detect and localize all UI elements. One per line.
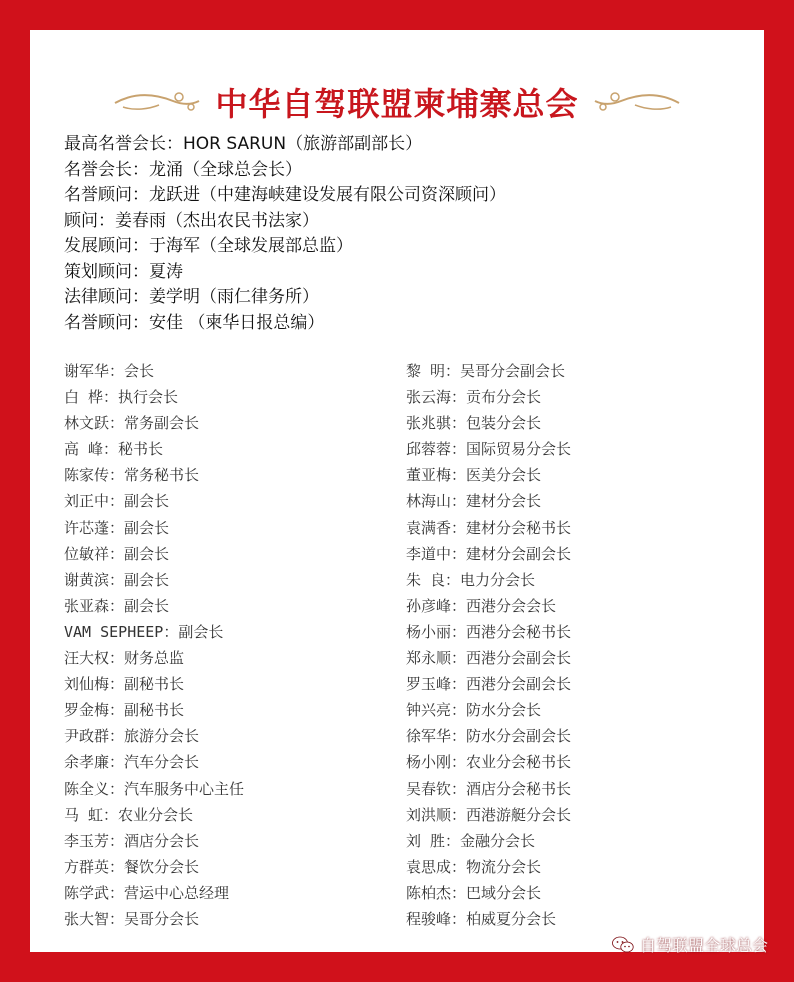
leader-line: 最高名誉会长：HOR SARUN（旅游部副部长） [64, 134, 423, 154]
leader-line: 策划顾问：夏涛 [64, 261, 183, 282]
member-item: 陈全义：汽车服务中心主任 [64, 779, 245, 798]
member-item: 谢军华：会长 [64, 362, 155, 380]
member-item: 白 桦：执行会长 [64, 388, 179, 407]
page-title: 中华自驾联盟柬埔寨总会 [215, 85, 579, 123]
leader-line: 顾问：姜春雨（杰出农民书法家） [64, 210, 319, 231]
member-item: 张兆骐：包装分会长 [406, 414, 542, 433]
leader-line: 名誉会长：龙涌（全球总会长） [64, 159, 302, 180]
member-item: 朱 良：电力分会长 [406, 570, 536, 589]
member-item: 刘正中：副会长 [64, 492, 170, 511]
member-item: 刘 胜：金融分会长 [406, 831, 536, 850]
member-item: 程骏峰：柏威夏分会长 [406, 909, 557, 928]
left-ornament-icon [113, 89, 201, 115]
member-item: 董亚梅：医美分会长 [406, 466, 542, 485]
member-item: 杨小丽：西港分会秘书长 [406, 622, 572, 641]
member-item: 林文跃：常务副会长 [64, 414, 200, 433]
leader-line: 发展顾问：于海军（全球发展部总监） [64, 236, 353, 256]
leader-line: 名誉顾问：龙跃进（中建海峡建设发展有限公司资深顾问） [64, 185, 506, 205]
member-item: 尹政群：旅游分会长 [64, 727, 200, 746]
member-item: 杨小刚：农业分会秘书长 [406, 753, 572, 772]
member-item: 刘仙梅：副秘书长 [64, 675, 185, 694]
member-item: 罗金梅：副秘书长 [64, 701, 185, 720]
member-item: 张大智：吴哥分会长 [64, 909, 200, 928]
member-item: 马 虹：农业分会长 [64, 805, 194, 824]
member-item: 袁思成：物流分会长 [406, 857, 542, 876]
leader-line: 名誉顾问：安佳 （柬华日报总编） [64, 312, 325, 333]
member-item: 徐军华：防水分会副会长 [406, 727, 572, 746]
member-item: 李玉芳：酒店分会长 [64, 831, 200, 850]
wechat-icon [612, 936, 634, 954]
member-item: 黎 明：吴哥分会副会长 [406, 362, 566, 380]
member-item: 张亚森：副会长 [64, 596, 170, 615]
member-item: VAM SEPHEEP：副会长 [64, 622, 224, 641]
member-item: 孙彦峰：西港分会会长 [406, 596, 557, 615]
member-item: 陈学武：营运中心总经理 [64, 883, 230, 902]
member-item: 高 峰：秘书长 [64, 440, 164, 459]
members-right-column [406, 358, 571, 932]
member-item: 陈柏杰：巴域分会长 [406, 883, 542, 902]
leaders-list [64, 132, 506, 336]
watermark [612, 933, 768, 956]
member-item: 袁满香：建材分会秘书长 [406, 518, 572, 537]
leader-line: 法律顾问：姜学明（雨仁律务所） [64, 287, 319, 307]
member-item: 郑永顺：西港分会副会长 [406, 649, 572, 668]
member-item: 刘洪顺：西港游艇分会长 [406, 805, 572, 824]
member-item: 吴春钦：酒店分会秘书长 [406, 779, 572, 798]
member-item: 许芯蓬：副会长 [64, 518, 170, 537]
member-item: 谢黄滨：副会长 [64, 570, 170, 589]
right-ornament-icon [593, 89, 681, 115]
member-item: 李道中：建材分会副会长 [406, 544, 572, 563]
member-item: 方群英：餐饮分会长 [64, 857, 200, 876]
member-item: 邱蓉蓉：国际贸易分会长 [406, 440, 572, 459]
watermark-text: 自驾联盟全球总会 [639, 936, 768, 955]
member-item: 钟兴亮：防水分会长 [406, 701, 542, 720]
member-item: 张云海：贡布分会长 [406, 388, 542, 407]
member-item: 林海山：建材分会长 [406, 492, 542, 511]
members-left-column [64, 358, 244, 932]
member-item: 陈家传：常务秘书长 [64, 466, 200, 485]
member-item: 罗玉峰：西港分会副会长 [406, 675, 572, 694]
member-item: 汪大权：财务总监 [64, 649, 185, 668]
document-card [30, 30, 764, 952]
member-item: 余孝廉：汽车分会长 [64, 753, 200, 772]
title-banner [30, 72, 764, 132]
member-item: 位敏祥：副会长 [64, 544, 170, 563]
